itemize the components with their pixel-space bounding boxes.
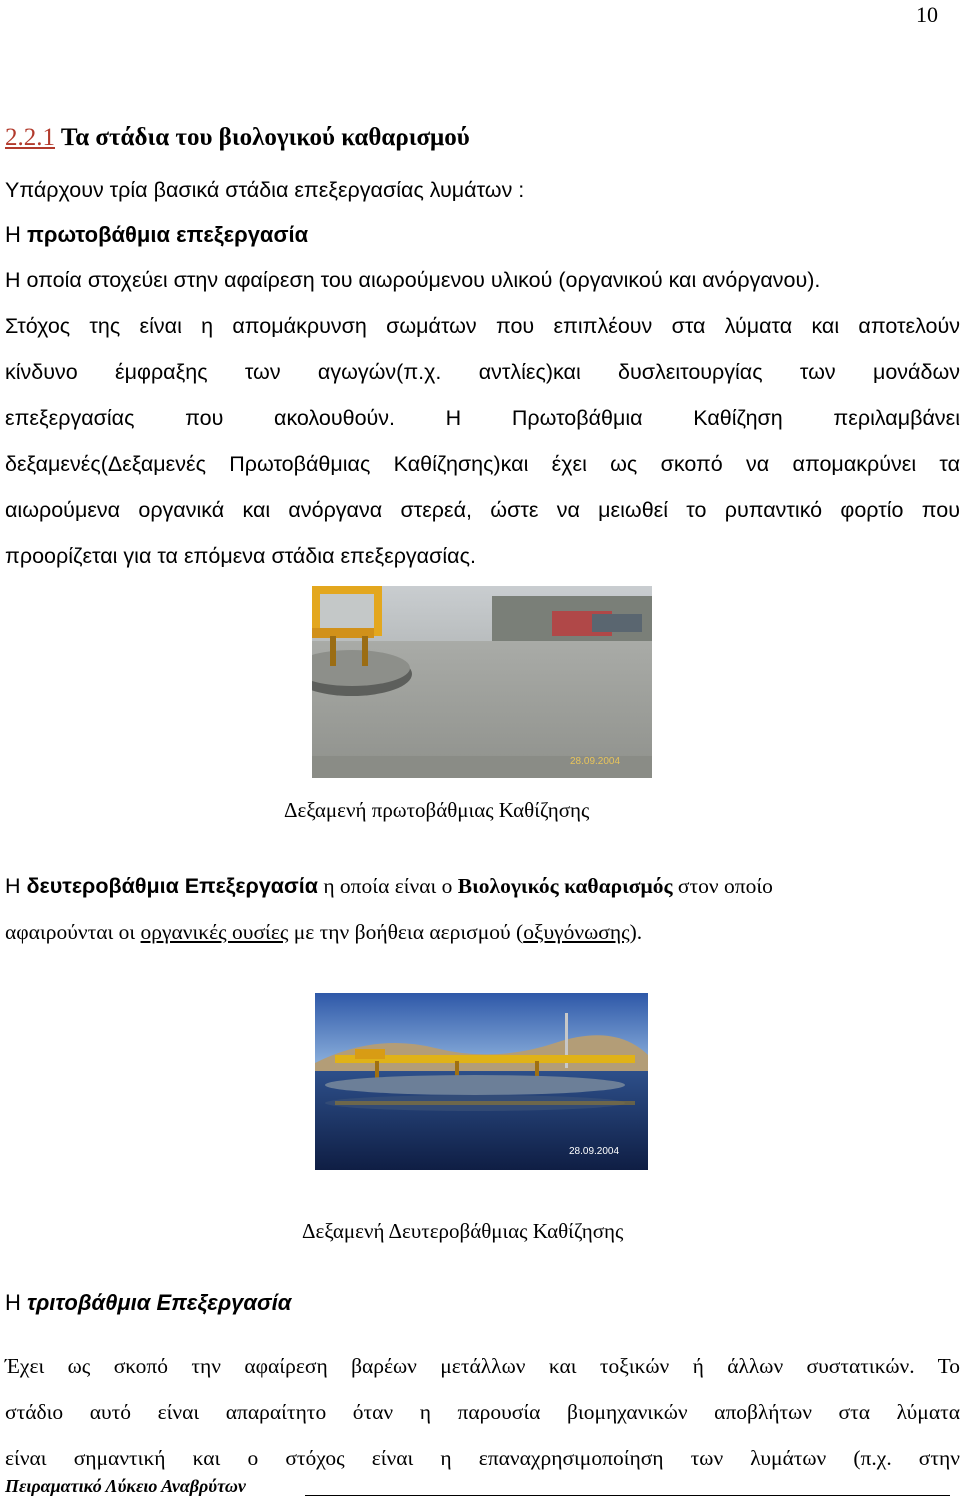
secondary-photo-caption: Δεξαμενή Δευτεροβάθμιας Καθίζησης [302, 1219, 624, 1243]
section-title: Τα στάδια του βιολογικού καθαρισμού [60, 124, 470, 151]
primary-line-6: αιωρούμενα οργανικά και ανόργανα στερεά, ώστε να μειωθεί το ρυπαντικό φορτίο που [5, 498, 960, 522]
primary-tank-photo [312, 586, 652, 778]
tertiary-line-3: είναι σημαντική και ο στόχος είναι η επαναχρησιμοποίηση των λυμάτων (π.χ. στην [5, 1446, 960, 1470]
primary-photo-date: 28.09.2004 [570, 756, 621, 767]
section-heading [5, 124, 470, 152]
section-number-link[interactable]: 2.2.1 [5, 124, 55, 151]
primary-photo-caption: Δεξαμενή πρωτοβάθμιας Καθίζησης [284, 798, 590, 822]
primary-line-2: Στόχος της είναι η απομάκρυνση σωμάτων που επιπλέουν στα λύματα και αποτελούν [5, 314, 960, 338]
secondary-tank-image [315, 993, 648, 1170]
primary-line-7: προορίζεται για τα επόμενα στάδια επεξεργασίας. [5, 544, 476, 568]
primary-line-5: δεξαμενές(Δεξαμενές Πρωτοβάθμιας Καθίζησης)και έχει ως σκοπό να απομακρύνει τα [5, 452, 960, 476]
primary-subheading: Η πρωτοβάθμια επεξεργασία [5, 222, 309, 247]
page-number: 10 [916, 2, 938, 27]
organic-substances-link[interactable]: οργανικές ουσίες [140, 920, 289, 944]
tertiary-line-2: στάδιο αυτό είναι απαραίτητο όταν η παρουσία βιομηχανικών αποβλήτων στα λύματα [5, 1400, 960, 1424]
secondary-tank-photo [315, 993, 648, 1170]
secondary-paragraph-line-2: αφαιρούνται οι οργανικές ουσίες με την βοήθεια αερισμού (οξυγόνωσης). [5, 920, 643, 944]
tertiary-line-1: Έχει ως σκοπό την αφαίρεση βαρέων μετάλλων και τοξικών ή άλλων συστατικών. Το [5, 1354, 960, 1378]
biological-cleaning-term: Βιολογικός καθαρισμός [457, 874, 673, 898]
secondary-title: δευτεροβάθμια Επεξεργασία [26, 874, 318, 898]
primary-tank-image [312, 586, 652, 778]
tertiary-subheading: Η τριτοβάθμια Επεξεργασία [5, 1290, 292, 1315]
primary-line-4: επεξεργασίας που ακολουθούν. Η Πρωτοβάθμια Καθίζηση περιλαμβάνει [5, 406, 960, 430]
footer-rule [305, 1495, 950, 1496]
tertiary-title: τριτοβάθμια Επεξεργασία [27, 1290, 292, 1315]
primary-title: πρωτοβάθμια επεξεργασία [27, 222, 309, 247]
secondary-photo-date: 28.09.2004 [569, 1146, 620, 1157]
secondary-paragraph-line-1: Η δευτεροβάθμια Επεξεργασία η οποία είναι ο Βιολογικός καθαρισμός στον οποίο [5, 874, 773, 898]
oxygenation-link[interactable]: οξυγόνωσης [523, 920, 630, 944]
primary-line-1: Η οποία στοχεύει στην αφαίρεση του αιωρούμενου υλικού (οργανικού και ανόργανου). [5, 268, 821, 292]
primary-line-3: κίνδυνο έμφραξης των αγωγών(π.χ. αντλίες)και δυσλειτουργίας των μονάδων [5, 360, 960, 384]
footer-school-name: Πειραματικό Λύκειο Αναβρύτων [5, 1476, 246, 1496]
intro-text: Υπάρχουν τρία βασικά στάδια επεξεργασίας λυμάτων : [5, 178, 525, 202]
